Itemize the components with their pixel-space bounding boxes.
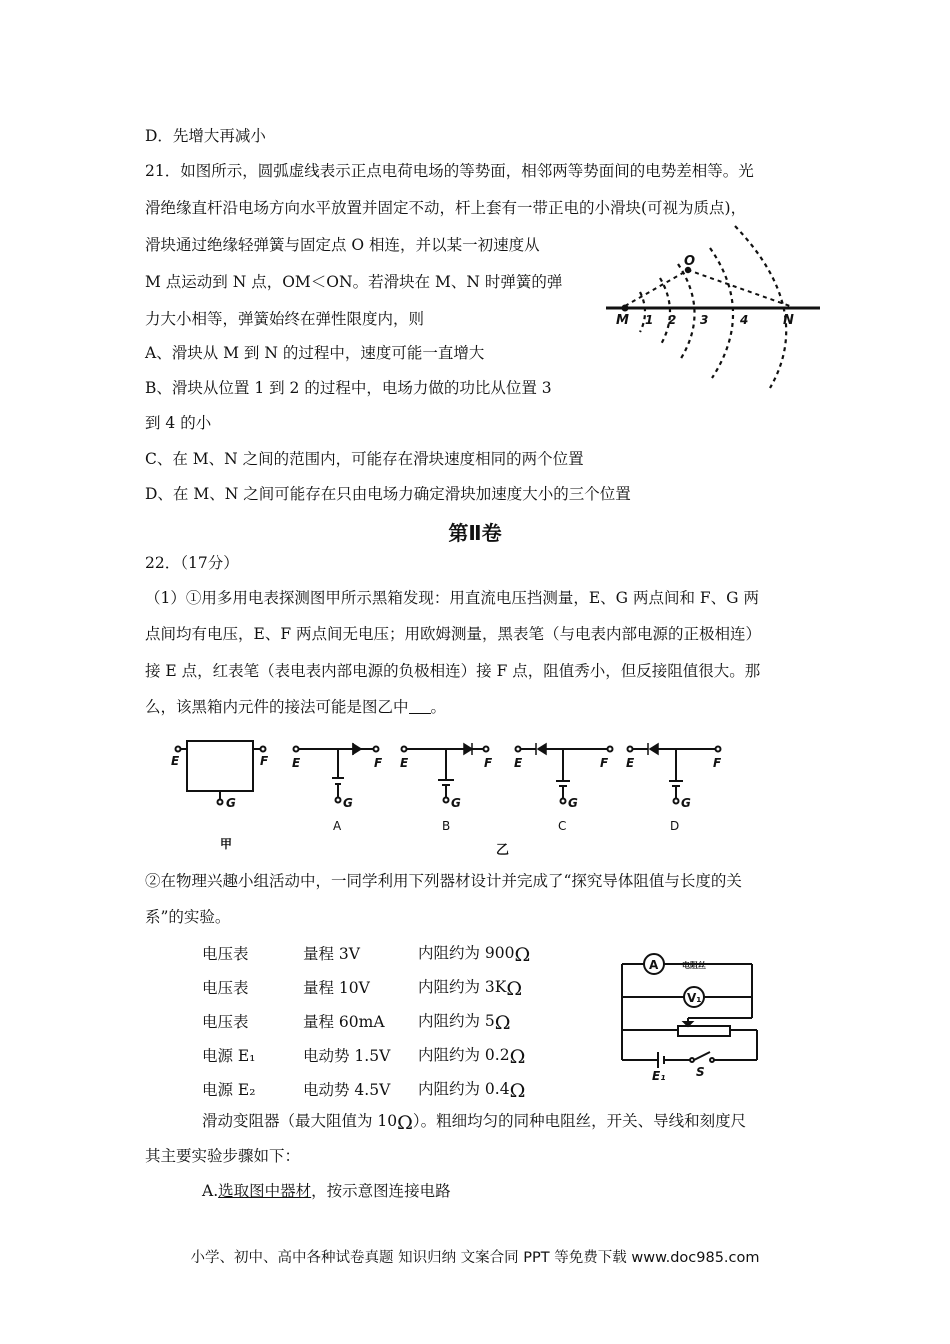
label-o: O [684, 254, 696, 269]
q21-option-b-cont: 到 4 的小 [145, 414, 212, 432]
q21-option-d: D、在 M、N 之间可能存在只由电场力确定滑块加速度大小的三个位置 [145, 485, 631, 503]
fig-label-a: A [333, 819, 342, 833]
q21-figure [600, 220, 830, 390]
equipment-row: 电源 E₁ 电动势 1.5V 内阻约为 0.2Ω [202, 1045, 526, 1068]
equipment-row: 电压表 量程 3V 内阻约为 900Ω [202, 943, 531, 966]
q21-option-c: C、在 M、N 之间的范围内，可能存在滑块速度相同的两个位置 [145, 450, 584, 468]
page-footer: 小学、初中、高中各种试卷真题 知识归纳 文案合同 PPT 等免费下载 www.doc985.com [190, 1250, 760, 1266]
label-n: N [783, 313, 794, 328]
equipment-row: 电压表 量程 10V 内阻约为 3KΩ [202, 977, 523, 1000]
fig-a-g: G [343, 796, 353, 810]
fig-label-b: B [442, 819, 451, 833]
label-4: 4 [740, 313, 749, 327]
steps-intro: 其主要实验步骤如下： [145, 1147, 301, 1165]
label-3: 3 [700, 313, 709, 327]
q22-part2-line-2: 系”的实验。 [145, 908, 231, 926]
q21-line-5: 力大小相等，弹簧始终在弹性限度内，则 [145, 310, 425, 328]
q22-header: 22．（17分） [145, 554, 239, 572]
ammeter-label: A [649, 958, 659, 972]
source-label: E₁ [652, 1069, 666, 1083]
fig-label-c: C [558, 819, 567, 833]
rheostat-line: 滑动变阻器（最大阻值为 10Ω）。粗细均匀的同种电阻丝，开关、导线和刻度尺 [202, 1112, 747, 1134]
voltmeter-label: V₁ [687, 991, 702, 1005]
label-1: 1 [645, 313, 654, 327]
q22-part2-line-1: ②在物理兴趣小组活动中，一同学利用下列器材设计并完成了“探究导体阻值与长度的关 [145, 872, 742, 890]
q22-part1-last-text: 么，该黑箱内元件的接法可能是图乙中 [145, 698, 409, 716]
fig-d-e: E [626, 756, 635, 770]
q21-option-a: A、滑块从 M 到 N 的过程中，速度可能一直增大 [145, 344, 485, 362]
fig-a-e: E [292, 756, 301, 770]
black-box-figures [168, 735, 728, 860]
fig-jia-e: E [171, 754, 180, 768]
label-2: 2 [668, 313, 677, 327]
fig-c-g: G [568, 796, 578, 810]
q22-part1-line-2: 点间均有电压，E、F 两点间无电压；用欧姆测量，黑表笔（与电表内部电源的正极相连） [145, 625, 761, 643]
q22-part1-line-4 [145, 697, 446, 717]
equipment-row: 电压表 量程 60mA 内阻约为 5Ω [202, 1011, 511, 1034]
label-m: M [616, 313, 629, 328]
wire-label: 电阻丝 [682, 961, 706, 970]
q22-part1-line-3: 接 E 点，红表笔（表电表内部电源的负极相连）接 F 点，阻值秀小，但反接阻值很大。那 [145, 662, 761, 680]
option-d-previous: D．先增大再减小 [145, 127, 266, 145]
circuit-diagram [612, 952, 762, 1082]
fig-d-g: G [681, 796, 691, 810]
q21-line-2: 滑绝缘直杆沿电场方向水平放置并固定不动，杆上套有一带正电的小滑块(可视为质点)， [145, 199, 747, 217]
fig-c-e: E [514, 756, 523, 770]
section-title: 第Ⅱ卷 [448, 521, 502, 545]
q21-line-1: 21．如图所示，圆弧虚线表示正点电荷电场的等势面，相邻两等势面间的电势差相等。光 [145, 162, 754, 180]
q21-line-3: 滑块通过绝缘轻弹簧与固定点 O 相连，并以某一初速度从 [145, 236, 540, 254]
fig-c-f: F [600, 756, 609, 770]
fig-label-yi: 乙 [496, 843, 510, 858]
fig-jia-g: G [226, 796, 236, 810]
fig-a-f: F [374, 756, 383, 770]
answer-blank [409, 699, 431, 714]
fig-d-f: F [713, 756, 722, 770]
equipment-row: 电源 E₂ 电动势 4.5V 内阻约为 0.4Ω [202, 1079, 526, 1102]
fig-b-g: G [451, 796, 461, 810]
fig-b-e: E [400, 756, 409, 770]
q22-part1-line-1: （1）①用多用电表探测图甲所示黑箱发现：用直流电压挡测量，E、G 两点间和 F、G 两 [145, 589, 759, 607]
q21-line-4: M 点运动到 N 点，OM＜ON。若滑块在 M、N 时弹簧的弹 [145, 273, 563, 291]
fig-b-f: F [484, 756, 493, 770]
step-a: A.选取图中器材，按示意图连接电路 [202, 1182, 451, 1200]
fig-label-d: D [670, 819, 680, 833]
q21-option-b: B、滑块从位置 1 到 2 的过程中，电场力做的功比从位置 3 [145, 379, 552, 397]
fig-label-jia: 甲 [220, 837, 233, 851]
q22-part1-end: 。 [430, 698, 447, 716]
fig-jia-f: F [260, 754, 269, 768]
equipment-table [202, 936, 568, 1106]
switch-label: S [696, 1065, 705, 1079]
